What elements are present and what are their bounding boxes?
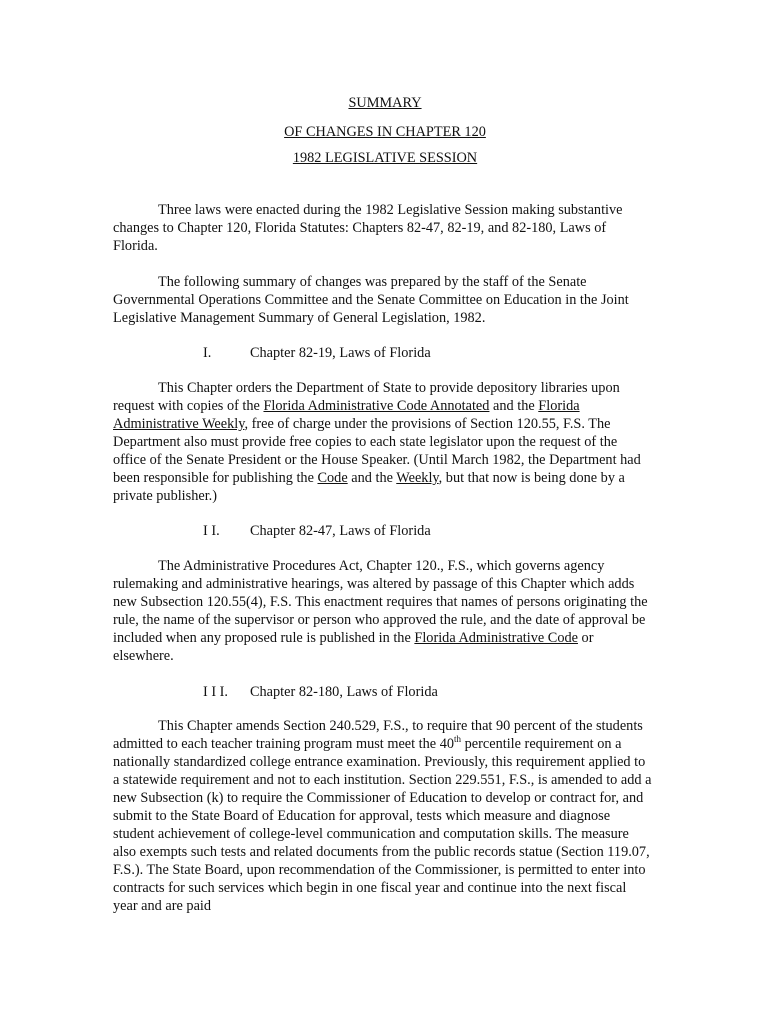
section-paragraph-1: This Chapter orders the Department of State to provide depository libraries upon request with copies of the Florida Administrative Code Annotated and the Florida Administrative Weekly, free of charge under the provisions of Section 120.55, F.S. The Department also must provide free copies to each state legislator upon the request of the office of the Senate President or the House Speaker. (Until March 1982, the Department had been responsible for publishing the Code and the Weekly, but that now is being done by a private publisher.) xyxy=(113,380,641,504)
section-number: I I. xyxy=(203,523,220,539)
title-chapter: OF CHANGES IN CHAPTER 120 xyxy=(284,124,486,140)
title-session: 1982 LEGISLATIVE SESSION xyxy=(292,150,478,166)
section-title: Chapter 82-47, Laws of Florida xyxy=(250,523,431,539)
section-title: Chapter 82-180, Laws of Florida xyxy=(250,684,438,700)
section-paragraph-2: The Administrative Procedures Act, Chapter 120., F.S., which governs agency rulemaking and administrative hearings, was altered by passage of this Chapter which adds new Subsection 120.55(4), F.S. This enactment requires that names of persons originating the rule, the name of the supervisor or person who approved the rule, and the date of approval be included when any proposed rule is published in the Florida Administrative Code or elsewhere. xyxy=(113,558,648,664)
section-number: I. xyxy=(203,345,212,361)
publication-title: Florida Administrative Weekly xyxy=(113,398,580,432)
intro-paragraph-2: The following summary of changes was prepared by the staff of the Senate Governmental Operations Committee and the Senate Committee on Education in the Joint Legislative Management Summary of General Legislation, 1982. xyxy=(113,274,629,326)
section-number: I I I. xyxy=(203,684,229,700)
title-summary: SUMMARY xyxy=(348,95,422,111)
publication-title: Florida Administrative Code Annotated xyxy=(263,398,490,414)
publication-title: Weekly xyxy=(396,470,439,486)
intro-paragraph-1: Three laws were enacted during the 1982 Legislative Session making substantive changes to Chapter 120, Florida Statutes: Chapters 82-47, 82-19, and 82-180, Laws of Florida. xyxy=(113,202,623,254)
section-title: Chapter 82-19, Laws of Florida xyxy=(250,345,431,361)
publication-title: Florida Administrative Code xyxy=(414,630,578,646)
ordinal-suffix: th xyxy=(454,734,462,745)
publication-title: Code xyxy=(317,470,348,486)
section-paragraph-3: This Chapter amends Section 240.529, F.S., to require that 90 percent of the students admitted to each teacher training program must meet the 40th percentile requirement on a nationally standardized college entrance examination. Previously, this requirement applied to a statewide requirement and not to each institution. Section 229.551, F.S., is amended to add a new Subsection (k) to require the Commissioner of Education to develop or contract for, and submit to the State Board of Education for approval, tests which measure and diagnose student achievement of college-level communication and computation skills. The measure also exempts such tests and related documents from the public records statue (Section 119.07, F.S.). The State Board, upon recommendation of the Commissioner, is permitted to enter into contracts for such services which begin in one fiscal year and continue into the next fiscal year and are paid xyxy=(113,718,652,914)
